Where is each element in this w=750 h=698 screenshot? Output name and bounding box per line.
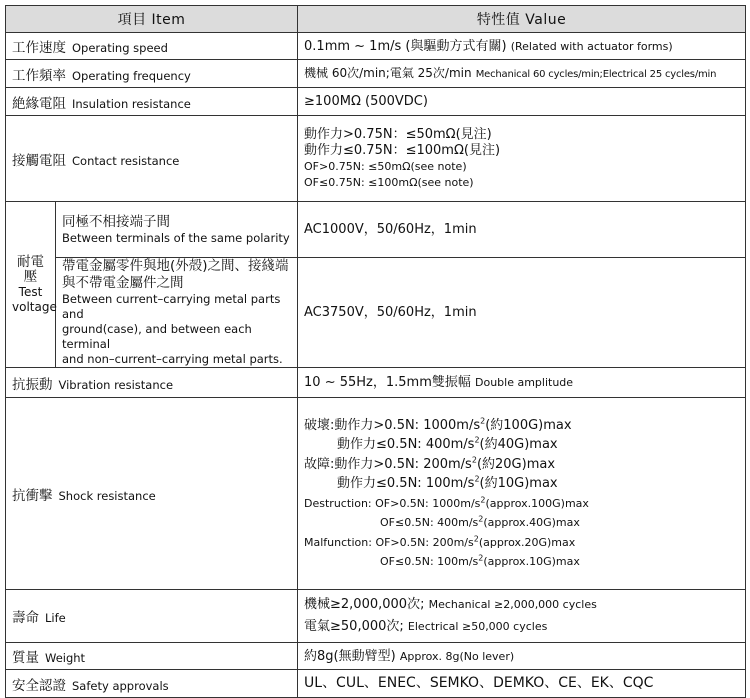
row-operating-frequency: 工作頻率 Operating frequency 機械 60次/min;電氣 25次/min Mechanical 60 cycles/min;Electrical 25 cycles/min (6, 60, 746, 88)
header-row (6, 6, 746, 33)
row-insulation-resistance: 絶緣電阻 Insulation resistance ≥100MΩ (500VDC) (6, 88, 746, 116)
spec-table (5, 5, 746, 698)
row-contact-resistance: 接觸電阻 Contact resistance 動作力>0.75N：≤50mΩ(見注) 動作力≤0.75N：≤100mΩ(見注) OF>0.75N: ≤50mΩ(see note) OF≤0.75N: ≤100mΩ(see note) (6, 116, 746, 202)
header-value: 特性值 Value (298, 6, 746, 33)
header-item: 項目 Item (6, 6, 298, 33)
row-safety-approvals: 安全認證 Safety approvals UL、CUL、ENEC、SEMKO、DEMKO、CE、EK、CQC (6, 670, 746, 698)
row-vibration-resistance: 抗振動 Vibration resistance 10 ~ 55Hz，1.5mm雙振幅 Double amplitude (6, 368, 746, 398)
test-voltage-label: 耐電壓 Test voltage (6, 202, 56, 368)
row-life: 壽命 Life 機械≥2,000,000次; Mechanical ≥2,000,000 cycles 電氣≥50,000次; Electrical ≥50,000 cycles (6, 590, 746, 643)
row-weight: 質量 Weight 約8g(無動臂型) Approx. 8g(No lever) (6, 643, 746, 670)
row-shock-resistance: 抗衝擊 Shock resistance 破壞:動作力>0.5N: $1000m/s^2$(約100G)max 動作力≤0.5N: $400m/s^2$(約40G)max 故障:動作力>0.5N: $200m/s^2$(約20G)max 動作力≤0.5N: $100m/s^2$(約10G)max Destruction: OF>0.5N: $1000m/s^2(approx.100G)\max$ OF≤0.5N: $400m/s^2(approx.40G)\max$ Malfunction: OF>0.5N: $200m/s^2(approx.20G)\max$ OF≤0.5N: $100m/s^2(approx.10G)\max$ (6, 398, 746, 590)
row-test-voltage-2: 帶電金屬零件與地(外殻)之間、接綫端 與不帶電金屬件之間 Between current–carrying metal parts and ground(case), and between each terminal and non–current–carrying metal parts. AC3750V，50/60Hz，1min (6, 258, 746, 368)
row-operating-speed: 工作速度 Operating speed 0.1mm ~ 1m/s (與驅動方式有關) (Related with actuator forms) (6, 33, 746, 60)
row-test-voltage-1: 耐電壓 Test voltage 同極不相接端子間 Between terminals of the same polarity AC1000V，50/60Hz，1min (6, 202, 746, 258)
